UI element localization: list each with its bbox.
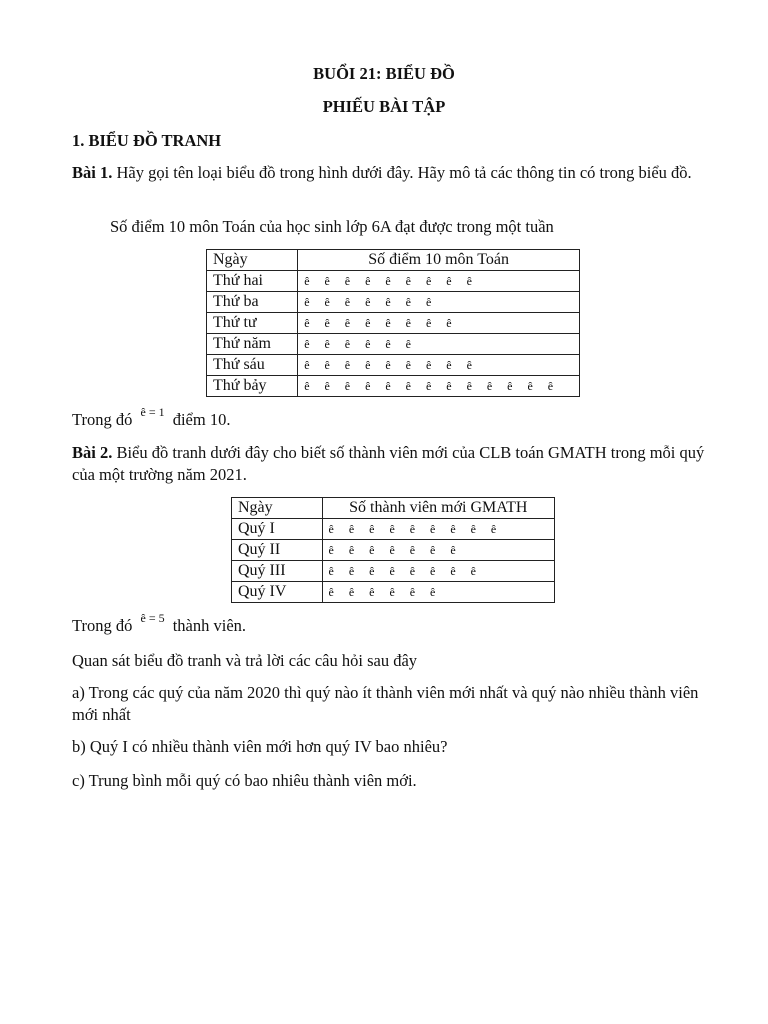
row-label: Thứ tư <box>207 313 298 334</box>
question-a: a) Trong các quý của năm 2020 thì quý nào ít thành viên mới nhất và quý nào nhiều thành viên mới nhất <box>72 683 699 724</box>
exercise-2-prompt <box>72 442 712 486</box>
legend-1-symbol: ê = 1 <box>140 405 165 419</box>
picto-icon: ê <box>324 337 330 351</box>
picto-icon: ê <box>389 522 395 536</box>
picto-icon: ê <box>405 358 411 372</box>
picto-icon: ê <box>446 274 452 288</box>
exercise-1-text: Hãy gọi tên loại biểu đồ trong hình dưới đây. Hãy mô tả các thông tin có trong biểu đồ. <box>112 163 692 182</box>
picto-icon: ê <box>348 543 355 557</box>
picto-icon: ê <box>389 564 395 578</box>
question-b: b) Quý I có nhiều thành viên mới hơn quý IV bao nhiêu? <box>72 737 448 756</box>
row-icons <box>298 292 580 313</box>
picto-icon: ê <box>446 358 452 372</box>
table-row <box>207 355 580 376</box>
picto-icon: ê <box>389 585 395 599</box>
picto-icon: ê <box>344 379 351 393</box>
picto-icon: ê <box>328 585 334 599</box>
table-header-row <box>207 250 580 271</box>
row-icons <box>322 540 554 561</box>
row-label: Thứ bảy <box>207 376 298 397</box>
picto-icon: ê <box>348 522 355 536</box>
picto-icon: ê <box>365 337 371 351</box>
picto-icon: ê <box>324 358 330 372</box>
table-header-row <box>232 498 555 519</box>
pictogram-table-2 <box>231 497 555 603</box>
picto-icon: ê <box>425 274 432 288</box>
picto-icon: ê <box>348 585 355 599</box>
picto-icon: ê <box>304 358 310 372</box>
picto-icon: ê <box>470 564 476 578</box>
picto-icon: ê <box>365 358 371 372</box>
picto-icon: ê <box>430 522 436 536</box>
picto-icon: ê <box>369 543 375 557</box>
picto-icon: ê <box>466 358 472 372</box>
picto-icon: ê <box>365 379 371 393</box>
picto-icon: ê <box>527 379 533 393</box>
picto-icon: ê <box>304 379 310 393</box>
legend-1 <box>72 405 231 430</box>
row-icons <box>298 334 580 355</box>
picto-icon: ê <box>369 522 375 536</box>
questions-intro: Quan sát biểu đồ tranh và trả lời các câu hỏi sau đây <box>72 651 418 670</box>
row-label: Quý II <box>232 540 323 561</box>
picto-icon: ê <box>365 316 371 330</box>
row-label: Thứ sáu <box>207 355 298 376</box>
picto-icon: ê <box>385 274 391 288</box>
picto-icon: ê <box>365 274 371 288</box>
table-row <box>207 313 580 334</box>
exercise-1-label: Bài 1. <box>72 163 113 182</box>
row-icons <box>322 519 554 540</box>
picto-icon: ê <box>385 358 391 372</box>
picto-icon: ê <box>466 274 472 288</box>
picto-icon: ê <box>425 316 432 330</box>
picto-icon: ê <box>430 543 436 557</box>
legend-2 <box>72 611 247 636</box>
picto-icon: ê <box>405 316 411 330</box>
row-icons <box>298 313 580 334</box>
table-row <box>232 540 555 561</box>
picto-icon: ê <box>304 274 310 288</box>
row-icons <box>322 561 554 582</box>
exercise-2-text: Biểu đồ tranh dưới đây cho biết số thành viên mới của CLB toán GMATH trong mỗi quý của một trường năm 2021. <box>72 443 705 484</box>
table-row <box>207 376 580 397</box>
table-row <box>232 561 555 582</box>
picto-icon: ê <box>450 543 456 557</box>
picto-icon: ê <box>324 295 330 309</box>
picto-icon: ê <box>405 274 411 288</box>
picto-icon: ê <box>344 274 351 288</box>
picto-icon: ê <box>344 295 351 309</box>
picto-icon: ê <box>430 585 436 599</box>
picto-icon: ê <box>405 379 411 393</box>
picto-icon: ê <box>304 337 310 351</box>
picto-icon: ê <box>324 274 330 288</box>
picto-icon: ê <box>409 543 416 557</box>
picto-icon: ê <box>446 379 452 393</box>
column-header-count: Số thành viên mới GMATH <box>322 498 554 519</box>
chart-1-caption: Số điểm 10 môn Toán của học sinh lớp 6A đạt được trong một tuần <box>110 217 554 236</box>
row-icons <box>298 376 580 397</box>
column-header-count: Số điểm 10 môn Toán <box>298 250 580 271</box>
pictogram-table-1 <box>206 249 580 397</box>
row-icons <box>298 271 580 292</box>
picto-icon: ê <box>385 316 391 330</box>
picto-icon: ê <box>389 543 395 557</box>
row-label: Thứ hai <box>207 271 298 292</box>
picto-icon: ê <box>425 295 432 309</box>
section-heading: 1. BIỂU ĐỒ TRANH <box>72 131 222 150</box>
picto-icon: ê <box>430 564 436 578</box>
picto-icon: ê <box>450 522 456 536</box>
picto-icon: ê <box>324 316 330 330</box>
picto-icon: ê <box>328 564 334 578</box>
picto-icon: ê <box>490 522 497 536</box>
row-label: Quý III <box>232 561 323 582</box>
question-c: c) Trung bình mỗi quý có bao nhiêu thành viên mới. <box>72 771 417 790</box>
picto-icon: ê <box>405 295 411 309</box>
table-row <box>232 519 555 540</box>
page-subtitle: PHIẾU BÀI TẬP <box>322 97 446 116</box>
picto-icon: ê <box>385 295 391 309</box>
picto-icon: ê <box>547 379 554 393</box>
row-label: Quý IV <box>232 582 323 603</box>
table-row <box>232 582 555 603</box>
picto-icon: ê <box>324 379 330 393</box>
exercise-1-prompt <box>72 162 712 184</box>
picto-icon: ê <box>344 316 351 330</box>
picto-icon: ê <box>450 564 456 578</box>
legend-1-prefix: Trong đó <box>72 410 133 429</box>
legend-2-symbol: ê = 5 <box>140 611 165 625</box>
row-icons <box>298 355 580 376</box>
picto-icon: ê <box>385 337 391 351</box>
picto-icon: ê <box>344 337 351 351</box>
picto-icon: ê <box>369 564 375 578</box>
picto-icon: ê <box>425 358 432 372</box>
legend-2-prefix: Trong đó <box>72 616 133 635</box>
picto-icon: ê <box>425 379 432 393</box>
picto-icon: ê <box>369 585 375 599</box>
picto-icon: ê <box>470 522 476 536</box>
picto-icon: ê <box>466 379 472 393</box>
picto-icon: ê <box>409 522 416 536</box>
picto-icon: ê <box>507 379 513 393</box>
picto-icon: ê <box>409 585 416 599</box>
row-label: Quý I <box>232 519 323 540</box>
page-title: BUỔI 21: BIỂU ĐỒ <box>313 64 455 83</box>
picto-icon: ê <box>304 295 310 309</box>
picto-icon: ê <box>405 337 411 351</box>
exercise-2-label: Bài 2. <box>72 443 113 462</box>
picto-icon: ê <box>344 358 351 372</box>
legend-2-suffix: thành viên. <box>172 616 247 635</box>
picto-icon: ê <box>348 564 355 578</box>
picto-icon: ê <box>328 522 334 536</box>
legend-1-suffix: điểm 10. <box>172 410 231 429</box>
column-header-day: Ngày <box>232 498 323 519</box>
picto-icon: ê <box>409 564 416 578</box>
row-label: Thứ ba <box>207 292 298 313</box>
picto-icon: ê <box>486 379 493 393</box>
row-label: Thứ năm <box>207 334 298 355</box>
picto-icon: ê <box>446 316 452 330</box>
column-header-day: Ngày <box>207 250 298 271</box>
table-row <box>207 334 580 355</box>
table-row <box>207 271 580 292</box>
picto-icon: ê <box>365 295 371 309</box>
picto-icon: ê <box>328 543 334 557</box>
picto-icon: ê <box>304 316 310 330</box>
picto-icon: ê <box>385 379 391 393</box>
row-icons <box>322 582 554 603</box>
table-row <box>207 292 580 313</box>
